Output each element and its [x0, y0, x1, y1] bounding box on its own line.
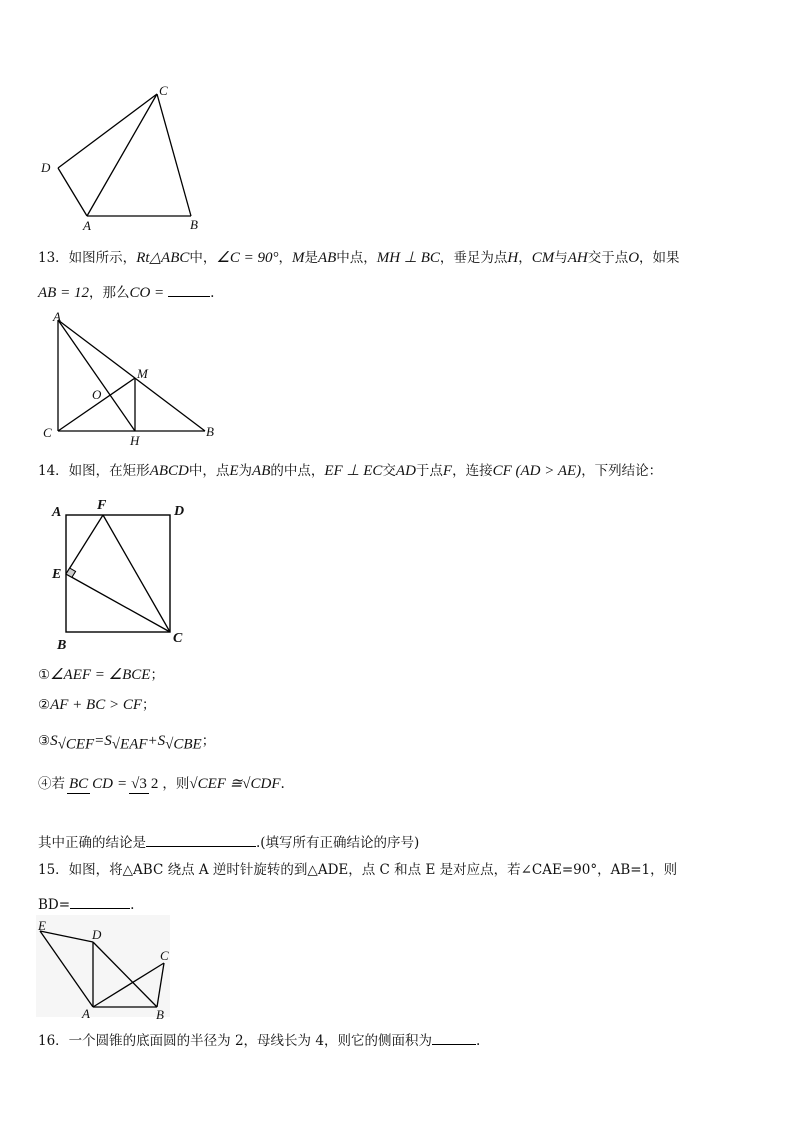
segment-ec: [66, 574, 170, 632]
fig13-label-b: B: [206, 424, 214, 439]
q14-text: 交: [382, 463, 396, 479]
fraction-numerator: BC: [69, 776, 89, 792]
q15-text: 15．如图，将△ABC 绕点 A 逆时针旋转的到△ADE，点 C 和点 E 是对应点，若∠CAE=90°，AB=1，则: [38, 862, 678, 878]
option-math: =: [117, 776, 128, 793]
q14-math: CF (AD > AE): [492, 463, 582, 479]
segment-ab: [58, 320, 205, 431]
fig12-label-b: B: [190, 217, 198, 232]
option-math: ∠AEF = ∠BCE: [50, 667, 151, 683]
q13-math: O: [628, 250, 640, 266]
q14-text: ，连接: [452, 463, 493, 479]
q14-math: E: [229, 463, 239, 479]
q13-math: ∠C = 90°: [216, 250, 279, 266]
q14-option-4: [38, 776, 285, 794]
q13-text: ，: [518, 250, 532, 266]
figure-background: [36, 915, 170, 1017]
option-number: ④若: [38, 776, 65, 793]
option-end: ；: [201, 733, 216, 749]
conclusion-text: 其中正确的结论是: [38, 835, 146, 851]
q13-text: 交于点: [587, 250, 629, 266]
option-math: √EAF: [111, 736, 148, 753]
q14-math: AD: [395, 463, 416, 479]
option-math: √CEF: [57, 736, 95, 753]
q14-math: AB: [252, 463, 271, 479]
option-end: ；: [150, 667, 164, 683]
q13-text: ，那么: [88, 285, 130, 301]
q14-math: ABCD: [149, 463, 189, 479]
q14-option-1: [38, 668, 164, 683]
segment-fc: [103, 515, 170, 632]
option-math: S: [50, 733, 58, 749]
q15-text: BD=: [38, 897, 71, 913]
q13-math: M: [291, 250, 305, 266]
figure-right-triangle-abc: [0, 300, 794, 450]
fig13-label-o: O: [92, 387, 102, 402]
q13-text: 与: [554, 250, 568, 266]
q13-line-2: [38, 284, 214, 301]
fig14-label-f: F: [97, 498, 107, 513]
segment-da: [58, 168, 87, 216]
q14-text: 14．如图，在矩形: [38, 463, 150, 479]
fig14-label-c: C: [173, 631, 183, 646]
option-math: +: [147, 733, 158, 749]
option-math: AF + BC > CF: [50, 697, 143, 713]
fig13-label-a: A: [53, 309, 61, 324]
fig15-label-a: A: [82, 1006, 90, 1021]
conclusion-text: .(填写所有正确结论的序号): [256, 835, 420, 851]
q13-text: ，如果: [639, 250, 680, 266]
fig15-label-e: E: [38, 918, 46, 933]
option-number: ②: [38, 697, 51, 713]
fraction-bc-cd: [67, 776, 115, 794]
q13-text: ，垂足为点: [439, 250, 508, 266]
fig14-label-d: D: [174, 504, 185, 519]
q13-math: AB: [317, 250, 337, 266]
fig15-label-b: B: [156, 1007, 164, 1022]
option-text: ，则: [162, 776, 190, 793]
fraction-denominator: CD: [92, 776, 114, 792]
segment-cm: [58, 378, 135, 431]
option-end: .: [280, 776, 285, 793]
answer-blank[interactable]: [168, 284, 210, 297]
q13-text: ，: [278, 250, 292, 266]
option-math: S: [157, 733, 166, 749]
q14-option-2: [38, 698, 156, 713]
option-end: ；: [142, 697, 156, 713]
fraction-denominator: 2: [150, 776, 159, 792]
option-math: =: [94, 733, 105, 749]
fig13-label-h: H: [130, 433, 140, 448]
figure-quadrilateral-dacb: [0, 0, 794, 240]
q13-text: 是: [304, 250, 318, 266]
figure-rectangle-abcd: [0, 500, 794, 650]
fig13-label-c: C: [43, 425, 52, 440]
fig14-label-e: E: [52, 567, 62, 582]
segment-ah: [58, 320, 135, 431]
q13-text: 中，: [189, 250, 217, 266]
fig12-label-c: C: [159, 83, 168, 98]
fig12-label-d: D: [41, 160, 51, 175]
q14-math: F: [442, 463, 453, 479]
fig15-label-d: D: [92, 927, 102, 942]
q14-conclusion: [38, 834, 419, 851]
fig13-label-m: M: [137, 366, 148, 381]
q16-text: 16．一个圆锥的底面圆的半径为 2，母线长为 4，则它的侧面积为: [38, 1033, 432, 1049]
q13-math: MH ⊥ BC: [376, 250, 440, 266]
q14-text: 的中点，: [270, 463, 325, 479]
fraction-numerator: √3: [131, 776, 147, 792]
q13-math: AH: [567, 250, 588, 266]
q13-math: AB = 12: [38, 285, 89, 301]
fig14-label-a: A: [52, 505, 62, 520]
q14-text: 中，点: [188, 463, 230, 479]
q14-option-3: [38, 734, 215, 753]
q16-line: [38, 1032, 480, 1049]
fraction-root3-2: [129, 776, 160, 794]
q13-math: CO =: [129, 285, 165, 301]
answer-blank[interactable]: [146, 834, 256, 847]
segment-dc: [58, 94, 157, 168]
fig14-label-b: B: [57, 638, 67, 653]
answer-blank[interactable]: [432, 1032, 476, 1045]
q14-text: ，下列结论：: [581, 463, 663, 479]
q13-math: CM: [531, 250, 555, 266]
segment-cb: [157, 94, 191, 216]
option-number: ③: [38, 733, 51, 749]
q14-math: EF ⊥ EC: [324, 463, 383, 479]
q15-line-1: [38, 864, 677, 878]
segment-ef: [66, 515, 103, 574]
q13-math: H: [507, 250, 519, 266]
q16-text: .: [475, 1033, 481, 1049]
q13-text: 中点，: [336, 250, 377, 266]
fig12-label-a: A: [83, 218, 91, 233]
rectangle-abcd: [66, 515, 170, 632]
q13-text: .: [210, 285, 215, 301]
q15-line-2: [38, 896, 134, 913]
option-math: √CBE: [165, 736, 202, 753]
q14-text: 为: [238, 463, 253, 479]
q13-line-1: [38, 251, 680, 266]
q13-text: 13．如图所示，: [38, 250, 137, 266]
figure-rotation-abc-ade: [0, 915, 794, 1025]
segment-ac: [87, 94, 157, 216]
answer-blank[interactable]: [70, 896, 130, 909]
option-math: √CEF ≅√CDF: [189, 776, 281, 793]
q14-text: 于点: [415, 463, 443, 479]
right-angle-mark: [66, 568, 76, 577]
q15-text: .: [130, 897, 135, 913]
q14-line-1: [38, 464, 662, 479]
fig15-label-c: C: [160, 948, 169, 963]
option-math: S: [104, 733, 112, 749]
q13-math: Rt△ABC: [136, 250, 190, 266]
option-number: ①: [38, 667, 51, 683]
